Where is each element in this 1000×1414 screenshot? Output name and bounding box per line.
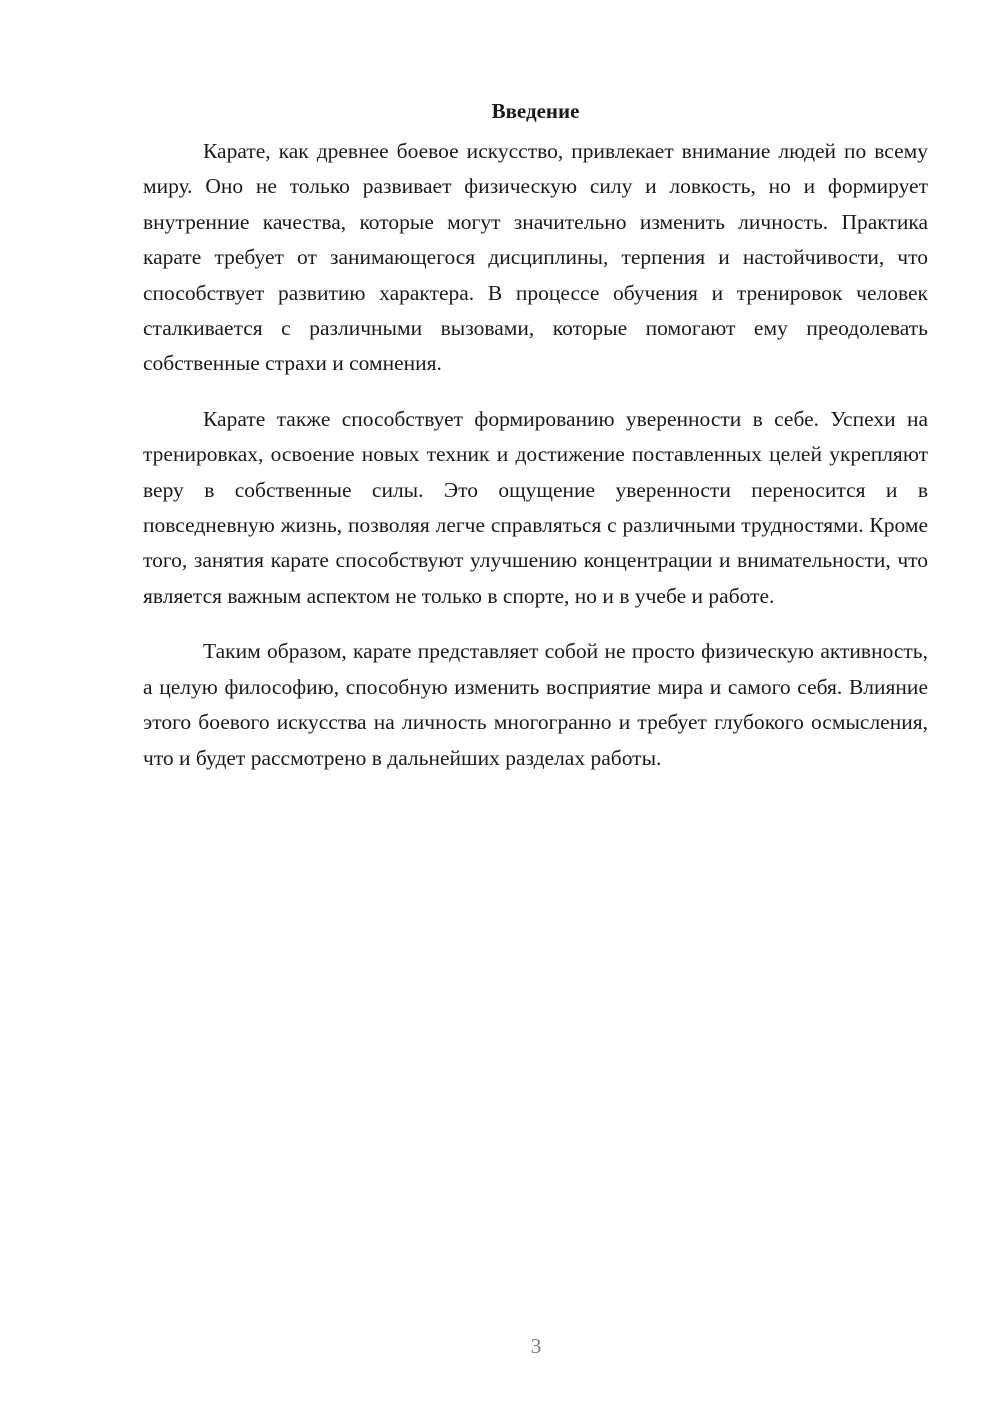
- section-title: Введение: [491, 99, 580, 123]
- paragraph-1: Карате, как древнее боевое искусство, привлекает внимание людей по всему миру. Оно не только развивает физическую силу и ловкость, но и формирует внутренние качества, которые могут значительно изменить личность. Практика карате требует от занимающегося дисциплины, терпения и настойчивости, что способствует развитию характера. В процессе обучения и тренировок человек сталкивается с различными вызовами, которые помогают ему преодолевать собственные страхи и сомнения.: [143, 139, 928, 376]
- paragraph-2: Карате также способствует формированию уверенности в себе. Успехи на тренировках, освоение новых техник и достижение поставленных целей укрепляют веру в собственные силы. Это ощущение уверенности переносится и в повседневную жизнь, позволяя легче справляться с различными трудностями. Кроме того, занятия карате способствуют улучшению концентрации и внимательности, что является важным аспектом не только в спорте, но и в учебе и работе.: [143, 406, 928, 608]
- page-number: 3: [530, 1334, 542, 1358]
- paragraph-3: Таким образом, карате представляет собой не просто физическую активность, а целую философию, способную изменить восприятие мира и самого себя. Влияние этого боевого искусства на личность многогранно и требует глубокого осмысления, что и будет рассмотрено в дальнейших разделах работы.: [143, 639, 928, 770]
- page-content: [143, 94, 928, 776]
